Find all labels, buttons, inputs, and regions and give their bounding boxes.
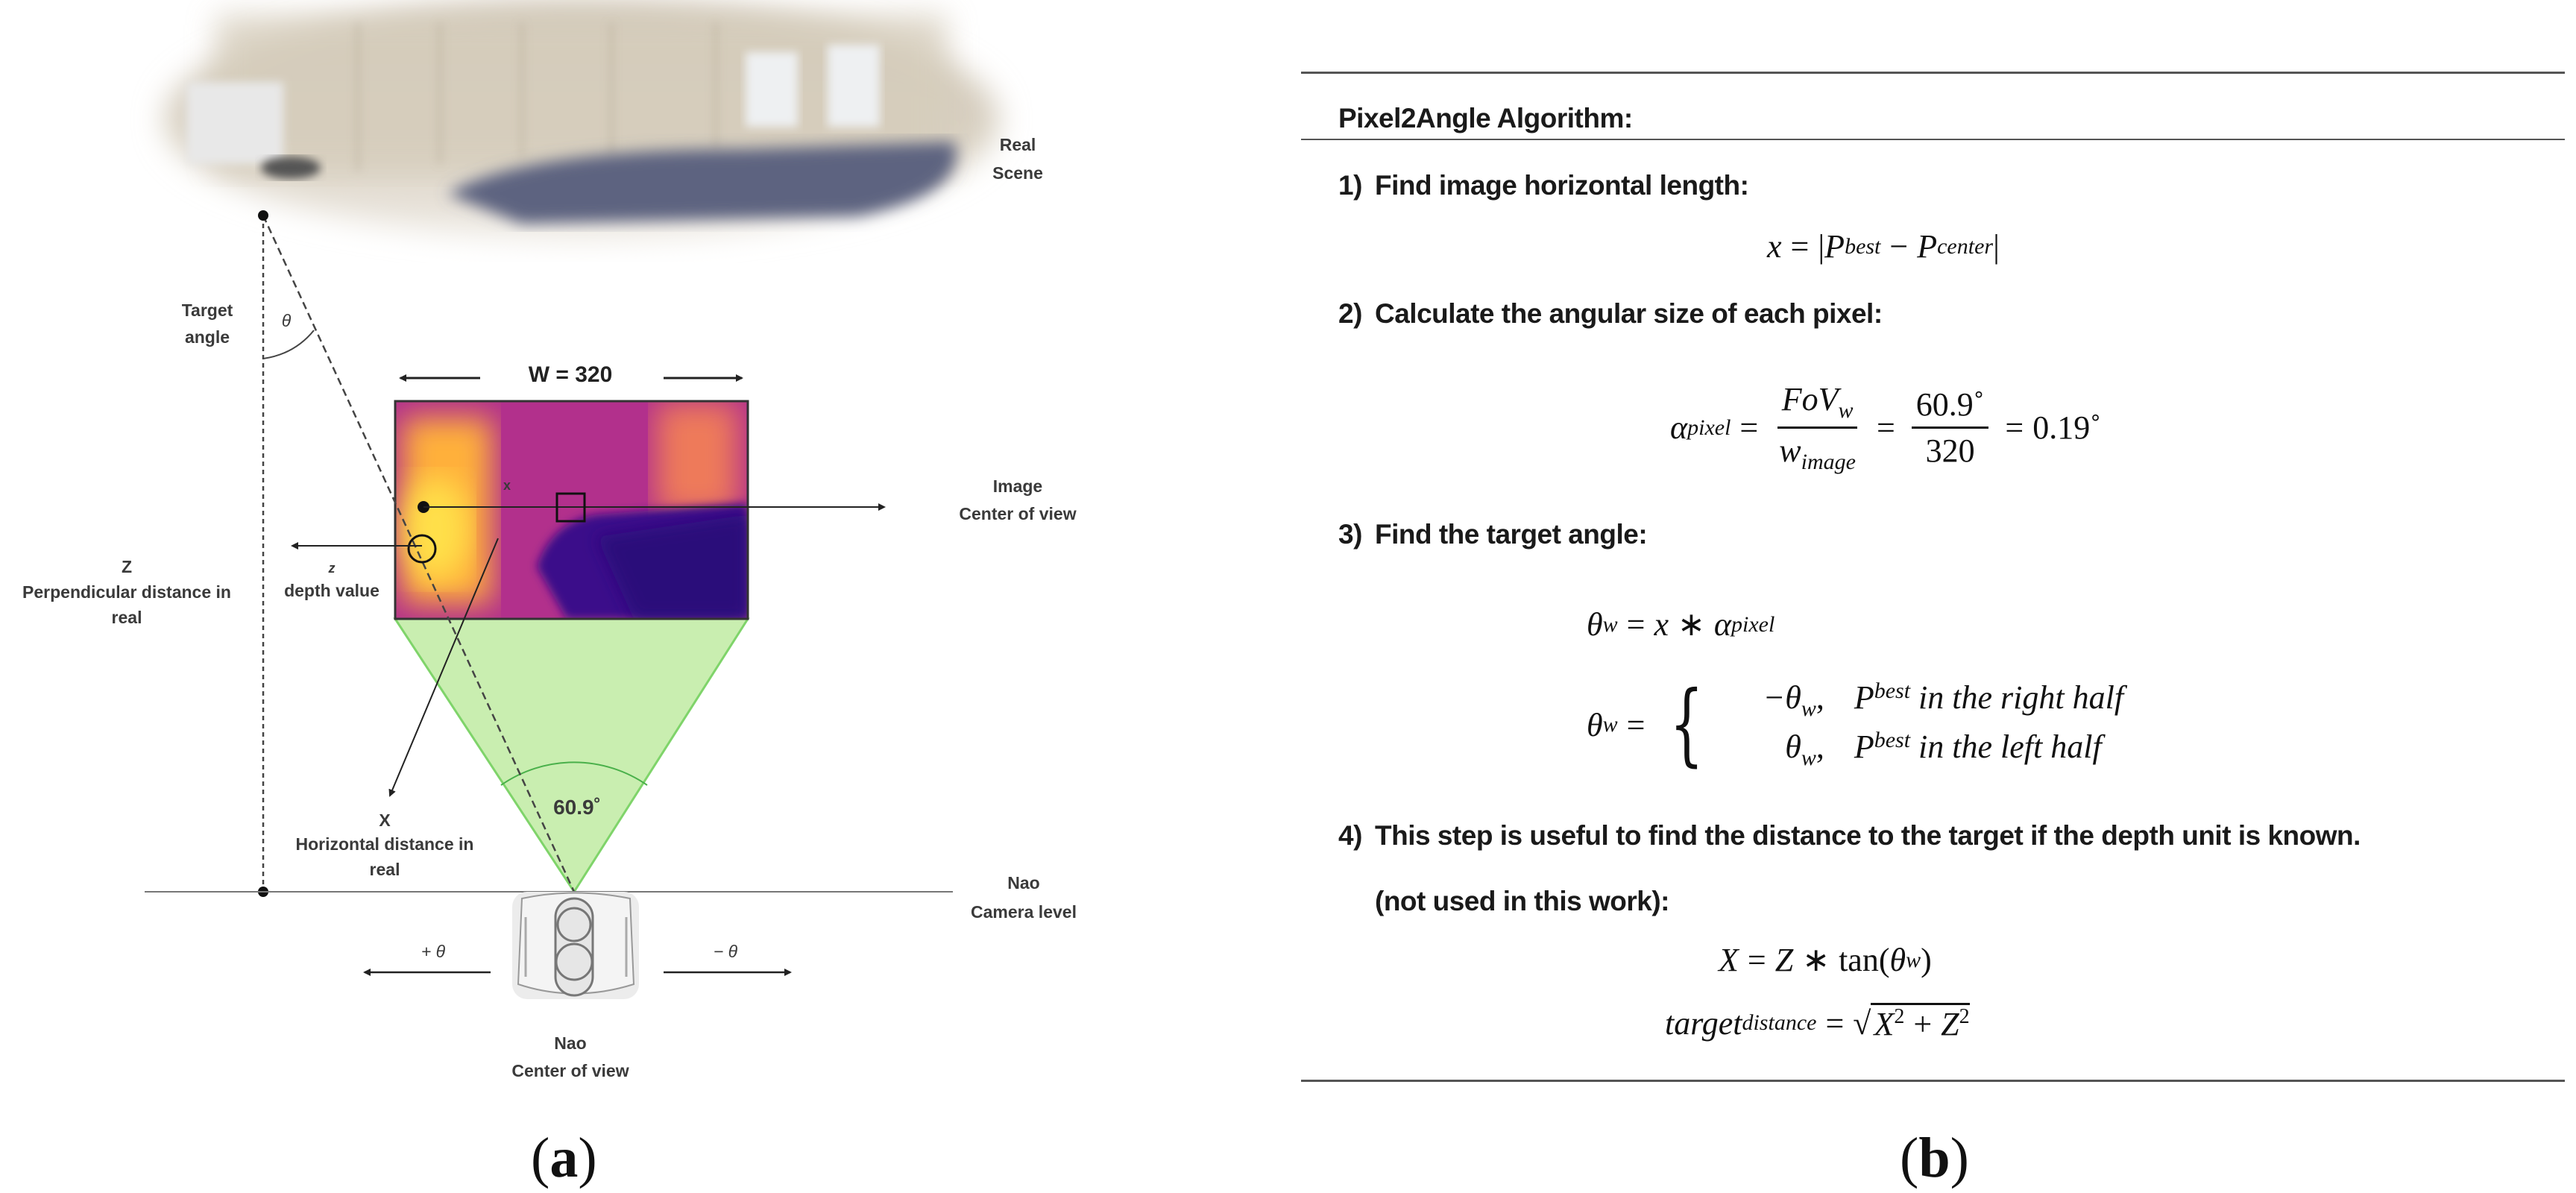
step-1: 1) Find image horizontal length: [1338,170,1749,201]
target-point [258,210,268,221]
algorithm-title: Pixel2Angle Algorithm: [1338,103,1633,133]
x-label-3: real [369,860,400,879]
image-center-label: Image [992,476,1043,496]
equation-angular-size: α pixel = $\frac{FoV_w}{w_{image}}$ = $\frac{60.9˚}{320}$ = 0.19˚ [1670,381,2101,474]
caption-a: (a) [531,1127,597,1189]
image-center-label-2: Center of view [959,504,1077,523]
minus-theta-label: − θ [713,942,738,961]
camera-level-label-2: Camera level [971,902,1077,922]
target-angle-label-2: angle [184,327,230,347]
nao-robot-head-icon [512,892,639,999]
target-angle-arc [263,330,314,359]
fov-angle-label: 60.9˚ [553,796,601,819]
table-top-rule [1301,72,2565,74]
equation-horizontal-distance: X = Z ∗ tan( θ w ) [1719,942,1932,978]
z-label-2: Perpendicular distance in [22,582,231,602]
table-bottom-rule [1301,1080,2565,1082]
real-scene-label: Real [999,135,1036,154]
step-3: 3) Find the target angle: [1338,519,1648,550]
equation-angle-sign-cases: θ w = { $-\theta_w$, P best in the right half $\theta_w$, P best in the left half [1587,673,2124,776]
case-left-half: $\theta_w$, P best in the left half [1785,728,2102,770]
step-2: 2) Calculate the angular size of each pixel: [1338,298,1883,329]
camera-level-label: Nao [1007,873,1040,893]
width-label: W = 320 [528,362,613,387]
nao-center-label: Nao [554,1033,587,1053]
equation-target-distance: target distance = √ $X^2 + Z^2$ [1665,1003,1970,1043]
theta-symbol: θ [281,311,292,330]
z-small-label: z [328,561,336,576]
z-label-3: real [111,608,142,627]
real-scene-label-2: Scene [992,163,1043,183]
real-scene-photo [164,0,999,239]
case-right-half: $-\theta_w$, P best in the right half [1763,679,2124,721]
panel-a-diagram [0,0,1118,1193]
target-angle-label: Target [181,300,233,320]
step-4-continued: (not used in this work): [1375,886,1669,916]
caption-b: (b) [1900,1127,1969,1189]
x-distance-label: x [503,478,511,493]
z-label: Z [121,557,133,576]
equation-target-angle: θ w = x ∗ α pixel [1587,606,1775,643]
plus-theta-label: + θ [421,942,446,961]
equation-pixel-distance: x = | P best − P center | [1767,228,2000,265]
x-label-2: Horizontal distance in [295,834,474,854]
depth-heatmap-image [395,401,748,619]
depth-value-label: depth value [284,581,380,600]
title-rule [1301,139,2565,140]
x-label: X [379,810,391,830]
nao-center-label-2: Center of view [511,1061,629,1080]
step-4: 4) This step is useful to find the distance to the target if the depth unit is known. [1338,820,2361,851]
